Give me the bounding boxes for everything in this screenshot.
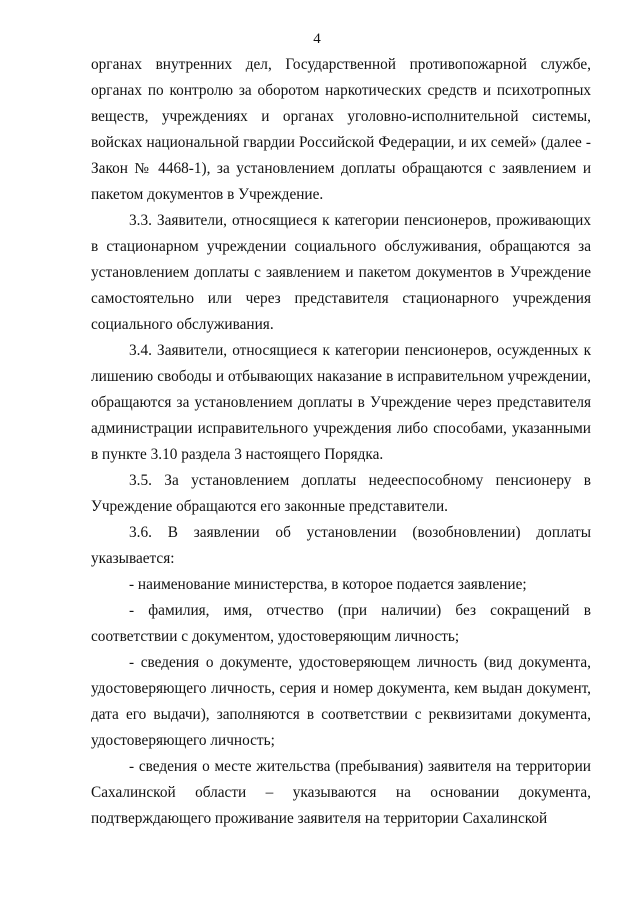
list-item-full-name: - фамилия, имя, отчество (при наличии) без сокращений в соответствии с документом, удостоверяющим личность; — [91, 602, 591, 645]
paragraph-3-5: 3.5. За установлением доплаты недееспособному пенсионеру в Учреждение обращаются его законные представители. — [91, 472, 591, 515]
list-item-identity-document: - сведения о документе, удостоверяющем личность (вид документа, удостоверяющего личность, серия и номер документа, кем выдан документ, дата его выдачи), заполняются в соответствии с реквизитами документа, удостоверяющего личность; — [91, 654, 591, 749]
list-item-ministry: - наименование министерства, в которое подается заявление; — [129, 576, 527, 593]
paragraph-3-6: 3.6. В заявлении об установлении (возобновлении) доплаты указывается: — [91, 524, 591, 567]
paragraph-3-3: 3.3. Заявители, относящиеся к категории пенсионеров, проживающих в стационарном учреждении социального обслуживания, обращаются за установлением доплаты с заявлением и пакетом документов в Учреждение самостоятельно или через представителя стационарного учреждения социального обслуживания. — [91, 212, 591, 333]
document-body — [91, 52, 591, 832]
page-number: 4 — [313, 31, 321, 47]
paragraph-law-continuation: органах внутренних дел, Государственной противопожарной службе, органах по контролю за оборотом наркотических средств и психотропных веществ, учреждениях и органах уголовно-исполнительной системы, войсках национальной гвардии Российской Федерации, и их семей» (далее - Закон № 4468-1), за установлением доплаты обращаются с заявлением и пакетом документов в Учреждение. — [91, 56, 591, 203]
list-item-residence: - сведения о месте жительства (пребывания) заявителя на территории Сахалинской области – указываются на основании документа, подтверждающего проживание заявителя на территории Сахалинской — [91, 758, 591, 827]
paragraph-3-4: 3.4. Заявители, относящиеся к категории пенсионеров, осужденных к лишению свободы и отбывающих наказание в исправительном учреждении, обращаются за установлением доплаты в Учреждение через представителя администрации исправительного учреждения либо способами, указанными в пункте 3.10 раздела 3 настоящего Порядка. — [91, 342, 591, 463]
